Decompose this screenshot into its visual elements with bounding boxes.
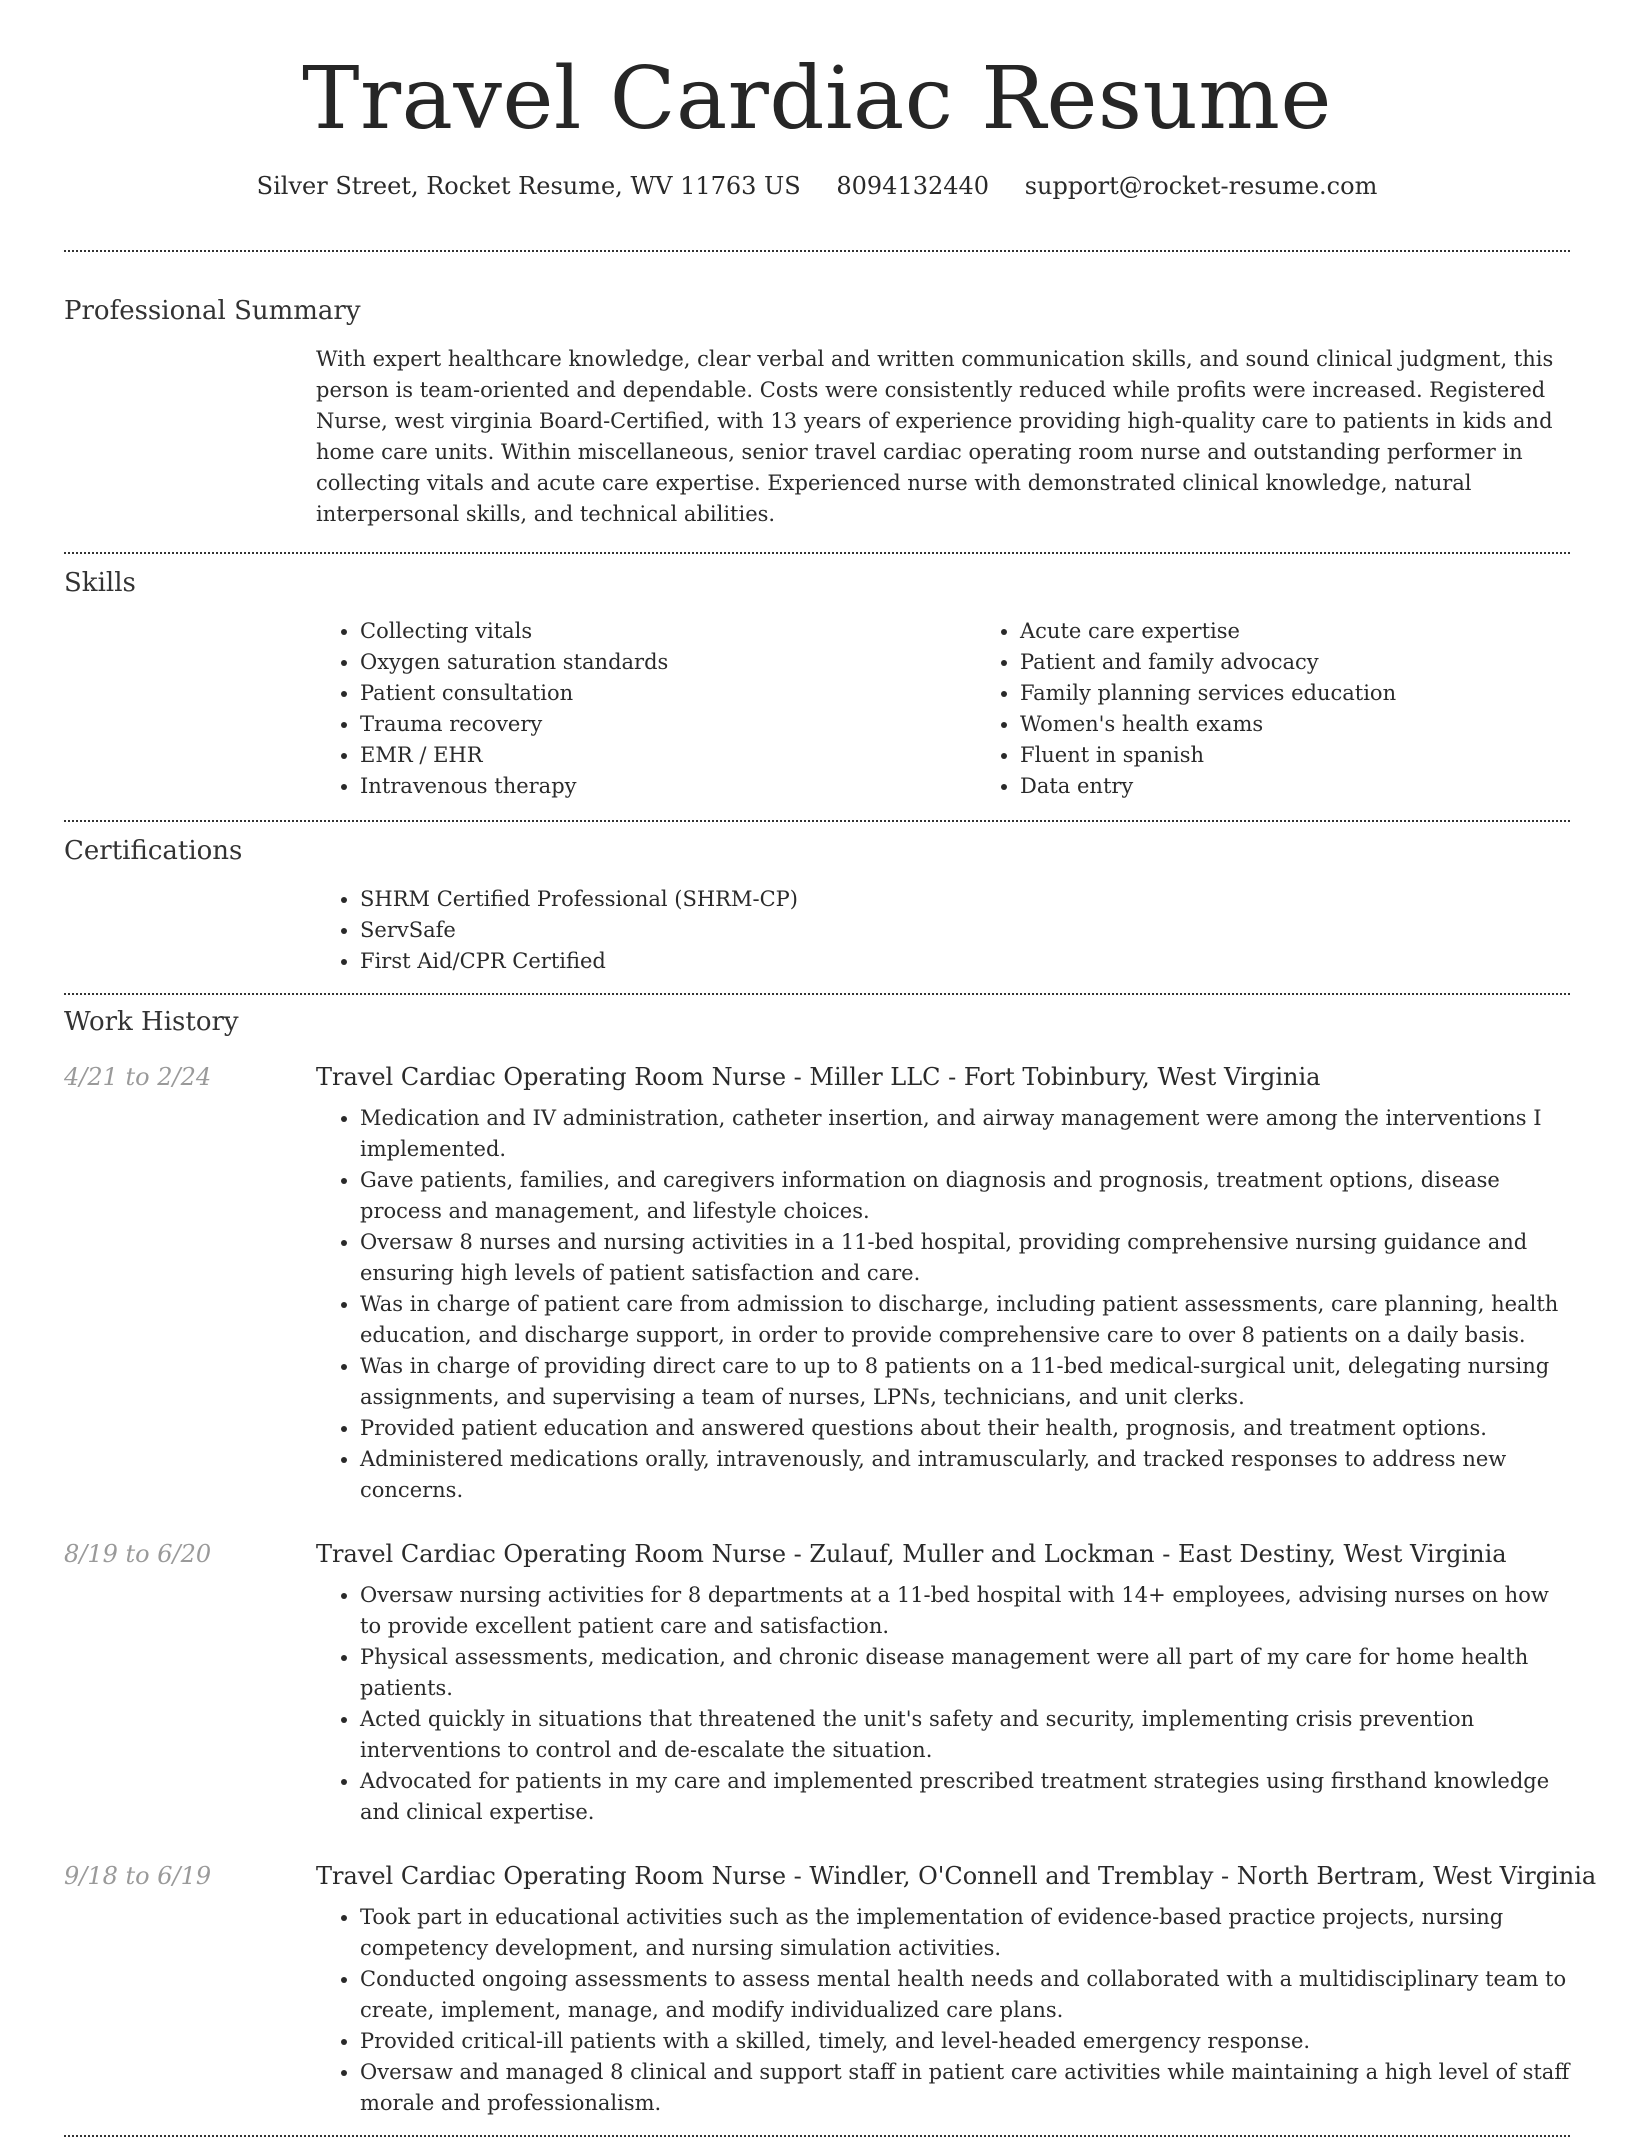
certifications-list [316,884,1570,977]
list-item: • Provided critical-ill patients with a skilled, timely, and level-headed emergency response. [360,2026,1596,2057]
job-bullets [316,1902,1596,2119]
list-item: • Patient and family advocacy [1020,647,1632,678]
summary-heading: Professional Summary [64,296,361,326]
job-entry [64,1540,1570,1828]
divider [64,250,1570,252]
work-history-heading: Work History [64,1007,239,1037]
list-item: • First Aid/CPR Certified [360,946,1570,977]
skills-left-column [316,616,976,802]
list-item: • Physical assessments, medication, and chronic disease management were all part of my care for home health patients. [360,1642,1570,1704]
list-item: • Oxygen saturation standards [360,647,976,678]
job-bullets [316,1103,1570,1506]
list-item: • Acute care expertise [1020,616,1632,647]
resume-page [64,0,1597,2137]
list-item: • EMR / EHR [360,740,976,771]
list-item: • Was in charge of patient care from admission to discharge, including patient assessments, care planning, health education, and discharge support, in order to provide comprehensive care to over 8 patients on a daily basis. [360,1289,1570,1351]
list-item: • Took part in educational activities such as the implementation of evidence-based practice projects, nursing competency development, and nursing simulation activities. [360,1902,1596,1964]
list-item: • Oversaw nursing activities for 8 departments at a 11-bed hospital with 14+ employees, advising nurses on how to provide excellent patient care and satisfaction. [360,1580,1570,1642]
job-title: Travel Cardiac Operating Room Nurse - Windler, O'Connell and Tremblay - North Bertram, West Virginia [316,1862,1597,1890]
list-item: • Oversaw 8 nurses and nursing activities in a 11-bed hospital, providing comprehensive nursing guidance and ensuring high levels of patient satisfaction and care. [360,1227,1570,1289]
list-item: • Trauma recovery [360,709,976,740]
summary-text: With expert healthcare knowledge, clear verbal and written communication skills, and sound clinical judgment, this person is team-oriented and dependable. Costs were consistently reduced while profits were increased. Registered Nurse, west virginia Board-Certified, with 13 years of experience providing high-quality care to patients in kids and home care units. Within miscellaneous, senior travel cardiac operating room nurse and outstanding performer in collecting vitals and acute care expertise. Experienced nurse with demonstrated clinical knowledge, natural interpersonal skills, and technical abilities. [316,347,1554,526]
list-item: • Administered medications orally, intravenously, and intramuscularly, and tracked responses to address new concerns. [360,1444,1570,1506]
job-title: Travel Cardiac Operating Room Nurse - Zulauf, Muller and Lockman - East Destiny, West Virginia [316,1540,1507,1568]
list-item: • Patient consultation [360,678,976,709]
list-item: • Advocated for patients in my care and implemented prescribed treatment strategies using firsthand knowledge and clinical expertise. [360,1766,1570,1828]
list-item: • Provided patient education and answered questions about their health, prognosis, and treatment options. [360,1413,1570,1444]
skills-right-column [976,616,1632,802]
email: support@rocket-resume.com [1024,172,1378,200]
skills-heading: Skills [64,568,136,598]
list-item: • Oversaw and managed 8 clinical and support staff in patient care activities while maintaining a high level of staff morale and professionalism. [360,2057,1596,2119]
phone: 8094132440 [836,172,990,200]
skills-list [316,616,1570,802]
list-item: • Collecting vitals [360,616,976,647]
list-item: • Fluent in spanish [1020,740,1632,771]
job-entry [64,1862,1597,2119]
list-item: • Family planning services education [1020,678,1632,709]
certifications-heading: Certifications [64,836,243,866]
divider [64,820,1570,822]
contact-line [64,172,1570,200]
list-item: • SHRM Certified Professional (SHRM-CP) [360,884,1570,915]
list-item: • Gave patients, families, and caregivers information on diagnosis and prognosis, treatment options, disease process and management, and lifestyle choices. [360,1165,1570,1227]
list-item: • Data entry [1020,771,1632,802]
job-dates: 9/18 to 6/19 [64,1862,212,1890]
job-dates: 8/19 to 6/20 [64,1540,212,1568]
list-item: • Women's health exams [1020,709,1632,740]
job-entry [64,1063,1570,1506]
list-item: • Conducted ongoing assessments to assess mental health needs and collaborated with a multidisciplinary team to create, implement, manage, and modify individualized care plans. [360,1964,1596,2026]
summary-body [316,344,1570,530]
list-item: • Medication and IV administration, catheter insertion, and airway management were among the interventions I implemented. [360,1103,1570,1165]
divider [64,552,1570,554]
resume-title: Travel Cardiac Resume [302,49,1332,149]
list-item: • Was in charge of providing direct care to up to 8 patients on a 11-bed medical-surgical unit, delegating nursing assignments, and supervising a team of nurses, LPNs, technicians, and unit clerks. [360,1351,1570,1413]
job-title: Travel Cardiac Operating Room Nurse - Miller LLC - Fort Tobinbury, West Virginia [316,1063,1321,1091]
job-dates: 4/21 to 2/24 [64,1063,212,1091]
job-bullets [316,1580,1570,1828]
address: Silver Street, Rocket Resume, WV 11763 US [256,172,801,200]
divider [64,993,1570,995]
list-item: • Acted quickly in situations that threatened the unit's safety and security, implementing crisis prevention interventions to control and de-escalate the situation. [360,1704,1570,1766]
list-item: • ServSafe [360,915,1570,946]
list-item: • Intravenous therapy [360,771,976,802]
